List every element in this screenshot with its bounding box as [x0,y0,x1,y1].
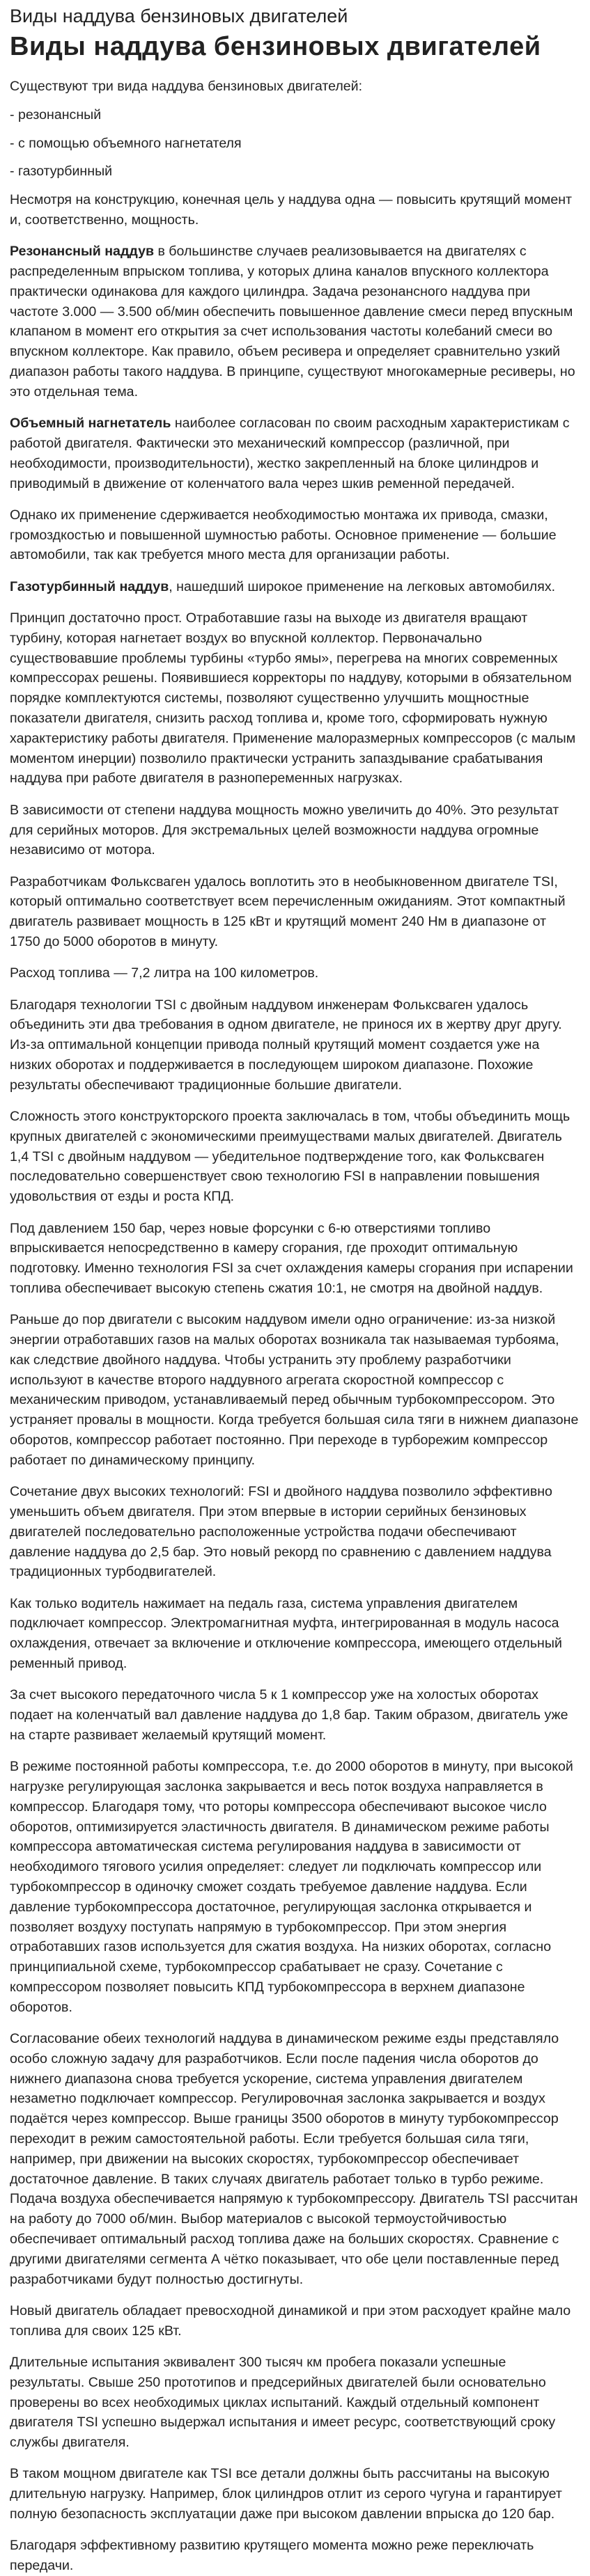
article-paragraphs [10,190,580,2576]
paragraph-text: В режиме постоянной работы компрессора, т.е. до 2000 оборотов в минуту, при высокой нагрузке регулирующая заслонка закрывается и весь поток воздуха направляется в компрессор. Благодаря тому, что роторы компрессора обеспечивают высокое число оборотов, оптимизируется эластичность двигателя. В динамическом режиме работы компрессора автоматическая система регулирования наддува в зависимости от необходимого тягового усилия определяет: следует ли подключать компрессор или турбокомпрессор в одиночку сможет создать требуемое давление наддува. Если давление турбокомпрессора достаточное, регулирующая заслонка открывается и позволяет воздуху поступать напрямую в турбокомпрессор. При этом энергия отработавших газов используется для сжатия воздуха. На низких оборотах, согласно принципиальной схеме, турбокомпрессор срабатывает не сразу. Сочетание с компрессором позволяет повысить КПД турбокомпрессора в верхнем диапазоне оборотов. [10,1759,573,2015]
paragraph-text: Длительные испытания эквивалент 300 тысяч км пробега показали успешные результаты. Свыше 250 прототипов и предсерийных двигателей были основательно проверены во всех необходимых циклах испытаний. Каждый отдельный компонент двигателя TSI успешно выдержал испытания и имеет ресурс, соответствующий сроку службы двигателя. [10,2354,556,2451]
article-paragraph [10,2464,580,2524]
paragraph-text: Согласование обеих технологий наддува в динамическом режиме езды представляло особо сложную задачу для разработчиков. Если после падения числа оборотов до нижнего диапазона снова требуется ускорение, система управления двигателем незаметно подключает компрессор. Регулировочная заслонка закрывается и воздух подаётся через компрессор. Выше границы 3500 оборотов в минуту турбокомпрессор переходит в режим самостоятельной работы. Если требуется большая сила тяги, например, при движении на высоких скоростях, турбокомпрессор обеспечивает достаточное давление. В таких случаях двигатель работает только в турбо режиме. Подача воздуха обеспечивается напрямую к турбокомпрессору. Двигатель TSI рассчитан на работу до 7000 об/мин. Выбор материалов с высокой термоустойчивостью обеспечивает оптимальный расход топлива даже на больших скоростях. Сравнение с другими двигателями сегмента А чётко показывает, что обе цели поставленные перед разработчиками будут полностью достигнуты. [10,2031,578,2287]
article-paragraph [10,2353,580,2453]
paragraph-text: Принцип достаточно прост. Отработавшие газы на выходе из двигателя вращают турбину, которая нагнетает воздух во впускной коллектор. Первоначально существовавшие проблемы турбины «турбо ямы», перегрева на многих современных компрессорах решены. Появившиеся корректоры по наддуву, которыми в обязательном порядке комплектуются системы, позволяют существенно улучшить мощностные показатели двигателя, снизить расход топлива и, кроме того, сформировать нужную характеристику работы двигателя. Применение малоразмерных компрессоров (с малым моментом инерции) позволило практически устранить запаздывание срабатывания наддува при работе двигателя в разнопеременных нагрузках. [10,610,576,787]
article-paragraph [10,505,580,565]
paragraph-bold-term: Газотурбинный наддув [10,578,169,594]
article-paragraph [10,995,580,1096]
article-title: Виды наддува бензиновых двигателей [10,32,541,61]
paragraph-text: В зависимости от степени наддува мощность можно увеличить до 40%. Это результат для серийных моторов. Для экстремальных целей возможности наддува огромные независимо от мотора. [10,802,559,858]
article-paragraph [10,1310,580,1470]
article-paragraph [10,2536,580,2576]
paragraph-text: , нашедший широкое применение на легковых автомобилях. [169,578,556,594]
article-paragraph [10,2029,580,2289]
article-paragraph [10,2301,580,2341]
article-paragraph [10,872,580,952]
paragraph-text: Под давлением 150 бар, через новые форсунки с 6-ю отверстиями топливо впрыскивается непосредственно в камеру сгорания, где проходит оптимальную подготовку. Именно технология FSI за счет охлаждения камеры сгорания при испарении топлива обеспечивает высокую степень сжатия 10:1, не смотря на двойной наддув. [10,1220,573,1296]
paragraph-text: Однако их применение сдерживается необходимостью монтажа их привода, смазки, громоздкостью и повышенной шумностью работы. Основное применение — большие автомобили, так как требуется много места для организации работы. [10,507,557,563]
intro-item: - с помощью объемного нагнетателя [10,135,242,151]
paragraph-text: наиболее согласован по своим расходным характеристикам с работой двигателя. Фактически это механический компрессор (различной, при необходимости, производительности), жестко закрепленный на блоке цилиндров и приводимый в движение от коленчатого вала через шкив ременной передачей. [10,416,570,491]
paragraph-text: Благодаря технологии TSI с двойным наддувом инженерам Фольксваген удалось объединить эти два требования в одном двигателе, не принося их в жертву друг другу. Из-за оптимальной концепции привода полный крутящий момент создается уже на низких оборотах и поддерживается в последующем широком диапазоне. Похожие результаты обеспечивают традиционные большие двигатели. [10,997,562,1093]
article-paragraph [10,1482,580,1582]
intro-item: - газотурбинный [10,164,113,180]
article-paragraph [10,963,580,983]
article-paragraph [10,800,580,860]
article-paragraph [10,1219,580,1299]
paragraph-text: За счет высокого передаточного числа 5 к 1 компрессор уже на холостых оборотах подает на коленчатый вал давление наддува до 1,8 бар. Таким образом, двигатель уже на старте развивает желаемый крутящий момент. [10,1687,568,1743]
article-paragraph [10,190,580,230]
article-paragraph [10,577,580,597]
intro-item: - резонансный [10,106,102,123]
article-body [10,77,580,2576]
page-top-title: Виды наддува бензиновых двигателей [10,6,348,26]
article-paragraph [10,242,580,402]
paragraph-text: Новый двигатель обладает превосходной динамикой и при этом расходует крайне мало топлива для своих 125 кВт. [10,2302,571,2339]
article-paragraph [10,1685,580,1745]
paragraph-bold-term: Объемный нагнетатель [10,416,171,432]
paragraph-text: Расход топлива — 7,2 литра на 100 километров. [10,965,319,981]
paragraph-text: Как только водитель нажимает на педаль газа, система управления двигателем подключает компрессор. Электромагнитная муфта, интегрированная в модуль насоса охлаждения, отвечает за включение и отключение компрессора, имеющего отдельный ременный привод. [10,1595,562,1671]
intro-lead: Существуют три вида наддува бензиновых двигателей: [10,79,363,94]
paragraph-text: В таком мощном двигателе как TSI все детали должны быть рассчитаны на высокую длительную нагрузку. Например, блок цилиндров отлит из серого чугуна и гарантирует полную безопасность эксплуатации даже при высоком давлении впрыска до 120 бар. [10,2466,562,2522]
article-paragraph [10,1757,580,2017]
paragraph-text: Разработчикам Фольксваген удалось воплотить это в необыкновенном двигателе TSI, который оптимально соответствует всем перечисленным ожиданиям. Этот компактный двигатель развивает мощность в 125 кВт и крутящий момент 240 Нм в диапазоне от 1750 до 5000 оборотов в минуту. [10,874,566,949]
article-paragraph [10,1107,580,1207]
article-paragraph [10,608,580,789]
paragraph-text: Сочетание двух высоких технологий: FSI и двойного наддува позволило эффективно уменьшить объем двигателя. При этом впервые в истории серийных бензиновых двигателей последовательно расположенные устройства подачи обеспечивают давление наддува до 2,5 бар. Это новый рекорд по сравнению с давлением наддува традиционных турбодвигателей. [10,1484,552,1580]
paragraph-bold-term: Резонансный наддув [10,244,155,260]
paragraph-text: Несмотря на конструкцию, конечная цель у наддува одна — повысить крутящий момент и, соответственно, мощность. [10,192,573,228]
paragraph-text: Раньше до пор двигатели с высоким наддувом имели одно ограничение: из-за низкой энергии отработавших газов на малых оборотах возникала так называемая турбояма, как следствие двойного наддува. Чтобы устранить эту проблему разработчики используют в качестве второго наддувного агрегата скоростной компрессор с механическим приводом, устанавливаемый перед обычным турбокомпрессором. Это устраняет провалы в мощности. Когда требуется большая сила тяги в нижнем диапазоне оборотов, компрессор работает постоянно. При переходе в турборежим компрессор работает по динамическому принципу. [10,1312,579,1468]
article-paragraph [10,413,580,493]
paragraph-text: Сложность этого конструкторского проекта заключалась в том, чтобы объединить мощь крупных двигателей с экономическими преимуществами малых двигателей. Двигатель 1,4 TSI с двойным наддувом — убедительное подтверждение того, как Фольксваген последовательно совершенствует свою технологию FSI в направлении повышения удовольствия от езды и роста КПД. [10,1109,570,1205]
paragraph-text: Благодаря эффективному развитию крутящего момента можно реже переключать передачи. [10,2538,534,2574]
article-paragraph [10,1594,580,1674]
paragraph-text: в большинстве случаев реализовывается на двигателях с распределенным впрыском топлива, у которых длина каналов впускного коллектора практически одинакова для каждого цилиндра. Задача резонансного наддува при частоте 3.000 — 3.500 об/мин обеспечить повышенное давление смеси перед впускным клапаном в момент его открытия за счет использования частоты колебаний смеси во впускном коллекторе. Как правило, объем ресивера и определяет сравнительно узкий диапазон работы такого наддува. В принципе, существуют многокамерные ресиверы, но это отдельная тема. [10,244,575,400]
